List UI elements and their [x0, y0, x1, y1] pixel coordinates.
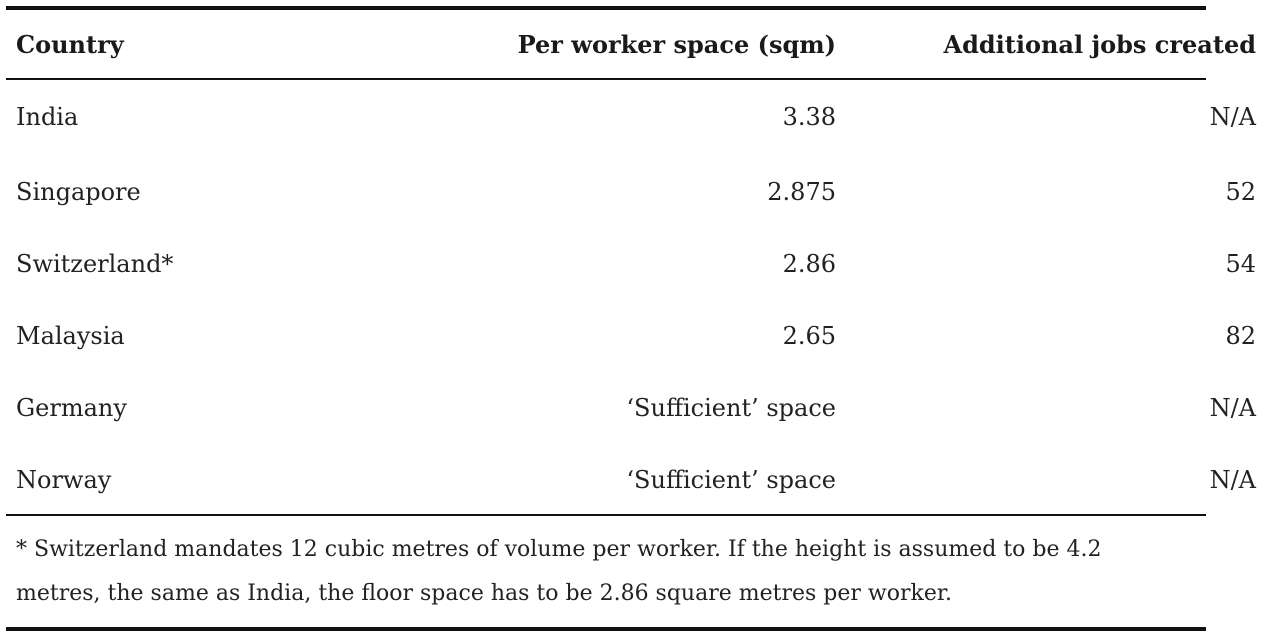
table-row	[6, 372, 1266, 444]
footnote	[16, 528, 1196, 616]
cell-per-worker-space: ‘Sufficient’ space	[626, 394, 836, 422]
cell-country: Norway	[16, 466, 112, 494]
cell-per-worker-space: ‘Sufficient’ space	[626, 466, 836, 494]
header-country: Country	[16, 29, 124, 59]
table-row	[6, 156, 1266, 228]
cell-country: Germany	[16, 394, 127, 422]
cell-additional-jobs: 54	[1225, 250, 1256, 278]
footnote-rule	[6, 514, 1206, 516]
cell-country: India	[16, 103, 79, 131]
cell-additional-jobs: N/A	[1209, 394, 1256, 422]
cell-country: Switzerland*	[16, 250, 174, 278]
cell-per-worker-space: 2.65	[782, 322, 836, 350]
table-row	[6, 444, 1266, 516]
header-per-worker-space: Per worker space (sqm)	[517, 29, 836, 59]
cell-additional-jobs: N/A	[1209, 466, 1256, 494]
footnote-line-2: metres, the same as India, the floor space has to be 2.86 square metres per worker.	[16, 581, 952, 606]
cell-per-worker-space: 2.86	[782, 250, 836, 278]
cell-additional-jobs: 82	[1225, 322, 1256, 350]
header-rule	[6, 78, 1206, 80]
cell-additional-jobs: N/A	[1209, 103, 1256, 131]
header-row	[6, 10, 1266, 78]
table-row	[6, 300, 1266, 372]
cell-per-worker-space: 3.38	[782, 103, 836, 131]
worker-space-table	[6, 10, 1266, 516]
cell-per-worker-space: 2.875	[767, 178, 836, 206]
table-row	[6, 228, 1266, 300]
cell-country: Malaysia	[16, 322, 125, 350]
table-header	[6, 10, 1266, 78]
cell-additional-jobs: 52	[1225, 178, 1256, 206]
cell-country: Singapore	[16, 178, 141, 206]
table-body	[6, 78, 1266, 516]
bottom-rule	[6, 627, 1206, 631]
footnote-line-1: * Switzerland mandates 12 cubic metres of volume per worker. If the height is assumed to be 4.2	[16, 537, 1102, 562]
table-row	[6, 78, 1266, 156]
header-additional-jobs: Additional jobs created	[943, 29, 1256, 59]
